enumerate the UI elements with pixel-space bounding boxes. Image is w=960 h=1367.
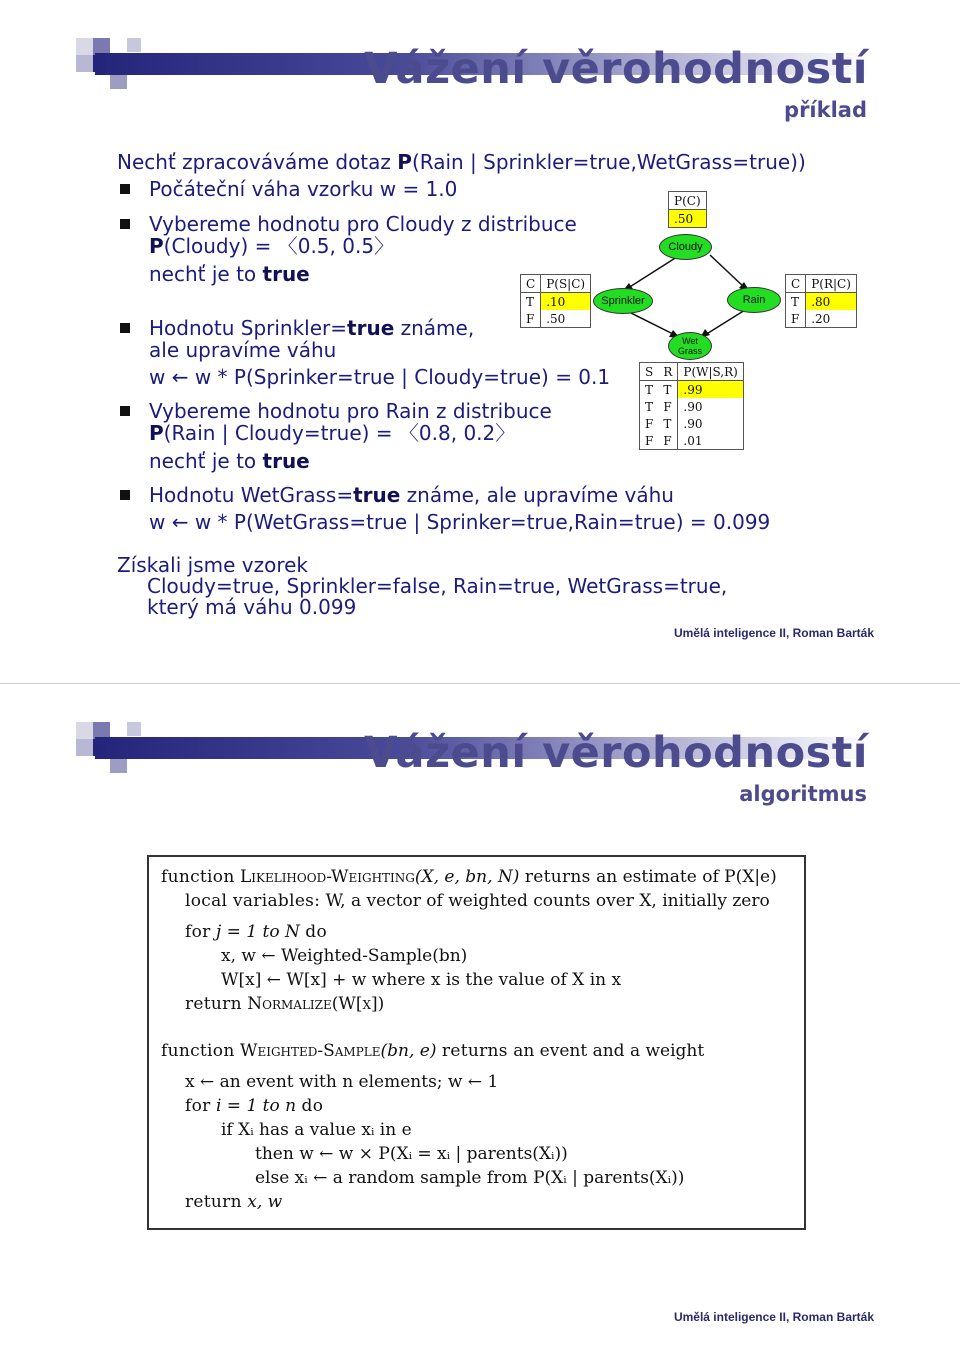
bullet-4-line-3: nechť je to true — [149, 449, 310, 473]
node-wetgrass: Wet Grass — [668, 332, 712, 360]
bullet-3-line-2: ale upravíme váhu — [149, 338, 337, 362]
algo-line-12: else xᵢ ← a random sample from P(Xᵢ | parents(Xᵢ)) — [255, 1168, 685, 1188]
footer: Umělá inteligence II, Roman Barták — [673, 1310, 874, 1324]
result-line-3: který má váhu 0.099 — [147, 595, 357, 619]
result-line-1: Získali jsme vzorek — [117, 553, 308, 577]
slide-subtitle: příklad — [784, 98, 867, 122]
algo-line-4: x, w ← Weighted-Sample(bn) — [221, 946, 468, 966]
bullet-icon — [120, 323, 130, 333]
bullet-2-line-2: P(Cloudy) = 〈0.5, 0.5〉 — [149, 234, 395, 258]
bullet-icon — [120, 406, 130, 416]
bullet-4-line-1: Vybereme hodnotu pro Rain z distribuce — [149, 399, 552, 423]
algo-line-9: for i = 1 to n do — [185, 1096, 324, 1116]
intro-line: Nechť zpracováváme dotaz P(Rain | Sprinkler=true,WetGrass=true)) — [117, 150, 806, 174]
slide-subtitle: algoritmus — [739, 782, 867, 806]
bullet-5-line-2: w ← w * P(WetGrass=true | Sprinker=true,Rain=true) = 0.099 — [149, 510, 771, 534]
slide-title: Vážení věrohodností — [364, 44, 868, 94]
bullet-4-line-2: P(Rain | Cloudy=true) = 〈0.8, 0.2〉 — [149, 421, 516, 445]
algo-line-10: if Xᵢ has a value xᵢ in e — [221, 1120, 412, 1140]
bullet-1: Počáteční váha vzorku w = 1.0 — [149, 177, 458, 201]
slide-example — [0, 0, 960, 683]
cpt-rain: C P(R|C) T .80 F .20 — [785, 274, 857, 328]
bullet-2-line-1: Vybereme hodnotu pro Cloudy z distribuce — [149, 212, 577, 236]
algo-line-7: function Weighted-Sample(bn, e) returns an event and a weight — [161, 1041, 705, 1061]
footer: Umělá inteligence II, Roman Barták — [673, 626, 874, 640]
bullet-2-line-3: nechť je to true — [149, 262, 310, 286]
algo-line-3: for j = 1 to N do — [185, 922, 327, 942]
algorithm-box — [147, 855, 806, 1230]
result-line-2: Cloudy=true, Sprinkler=false, Rain=true, WetGrass=true, — [147, 574, 728, 598]
algo-line-8: x ← an event with n elements; w ← 1 — [185, 1072, 499, 1092]
cpt-sprinkler: C P(S|C) T .10 F .50 — [520, 274, 591, 328]
bullet-icon — [120, 490, 130, 500]
algo-line-11: then w ← w × P(Xᵢ = xᵢ | parents(Xᵢ)) — [255, 1144, 568, 1164]
bullet-3-line-3: w ← w * P(Sprinker=true | Cloudy=true) = 0.1 — [149, 365, 611, 389]
bullet-icon — [120, 184, 130, 194]
bullet-5-line-1: Hodnotu WetGrass=true známe, ale upravíme váhu — [149, 483, 674, 507]
slide-algorithm — [0, 684, 960, 1367]
cpt-cloudy: P(C) .50 — [668, 191, 707, 228]
node-sprinkler: Sprinkler — [593, 288, 653, 314]
algo-line-13: return x, w — [185, 1192, 283, 1212]
algo-line-2: local variables: W, a vector of weighted counts over X, initially zero — [185, 891, 770, 911]
algo-line-1: function Likelihood-Weighting(X, e, bn, N) returns an estimate of P(X|e) — [161, 867, 777, 887]
algo-line-5: W[x] ← W[x] + w where x is the value of X in x — [221, 970, 622, 990]
cpt-wetgrass: S R P(W|S,R) T T .99 T F .90 F T .90 F F .01 — [639, 362, 744, 450]
bullet-icon — [120, 219, 130, 229]
node-cloudy: Cloudy — [659, 234, 712, 260]
bullet-3-line-1: Hodnotu Sprinkler=true známe, — [149, 316, 475, 340]
algo-line-6: return Normalize(W[x]) — [185, 994, 385, 1014]
node-rain: Rain — [727, 287, 781, 313]
slide-title: Vážení věrohodností — [364, 728, 868, 778]
